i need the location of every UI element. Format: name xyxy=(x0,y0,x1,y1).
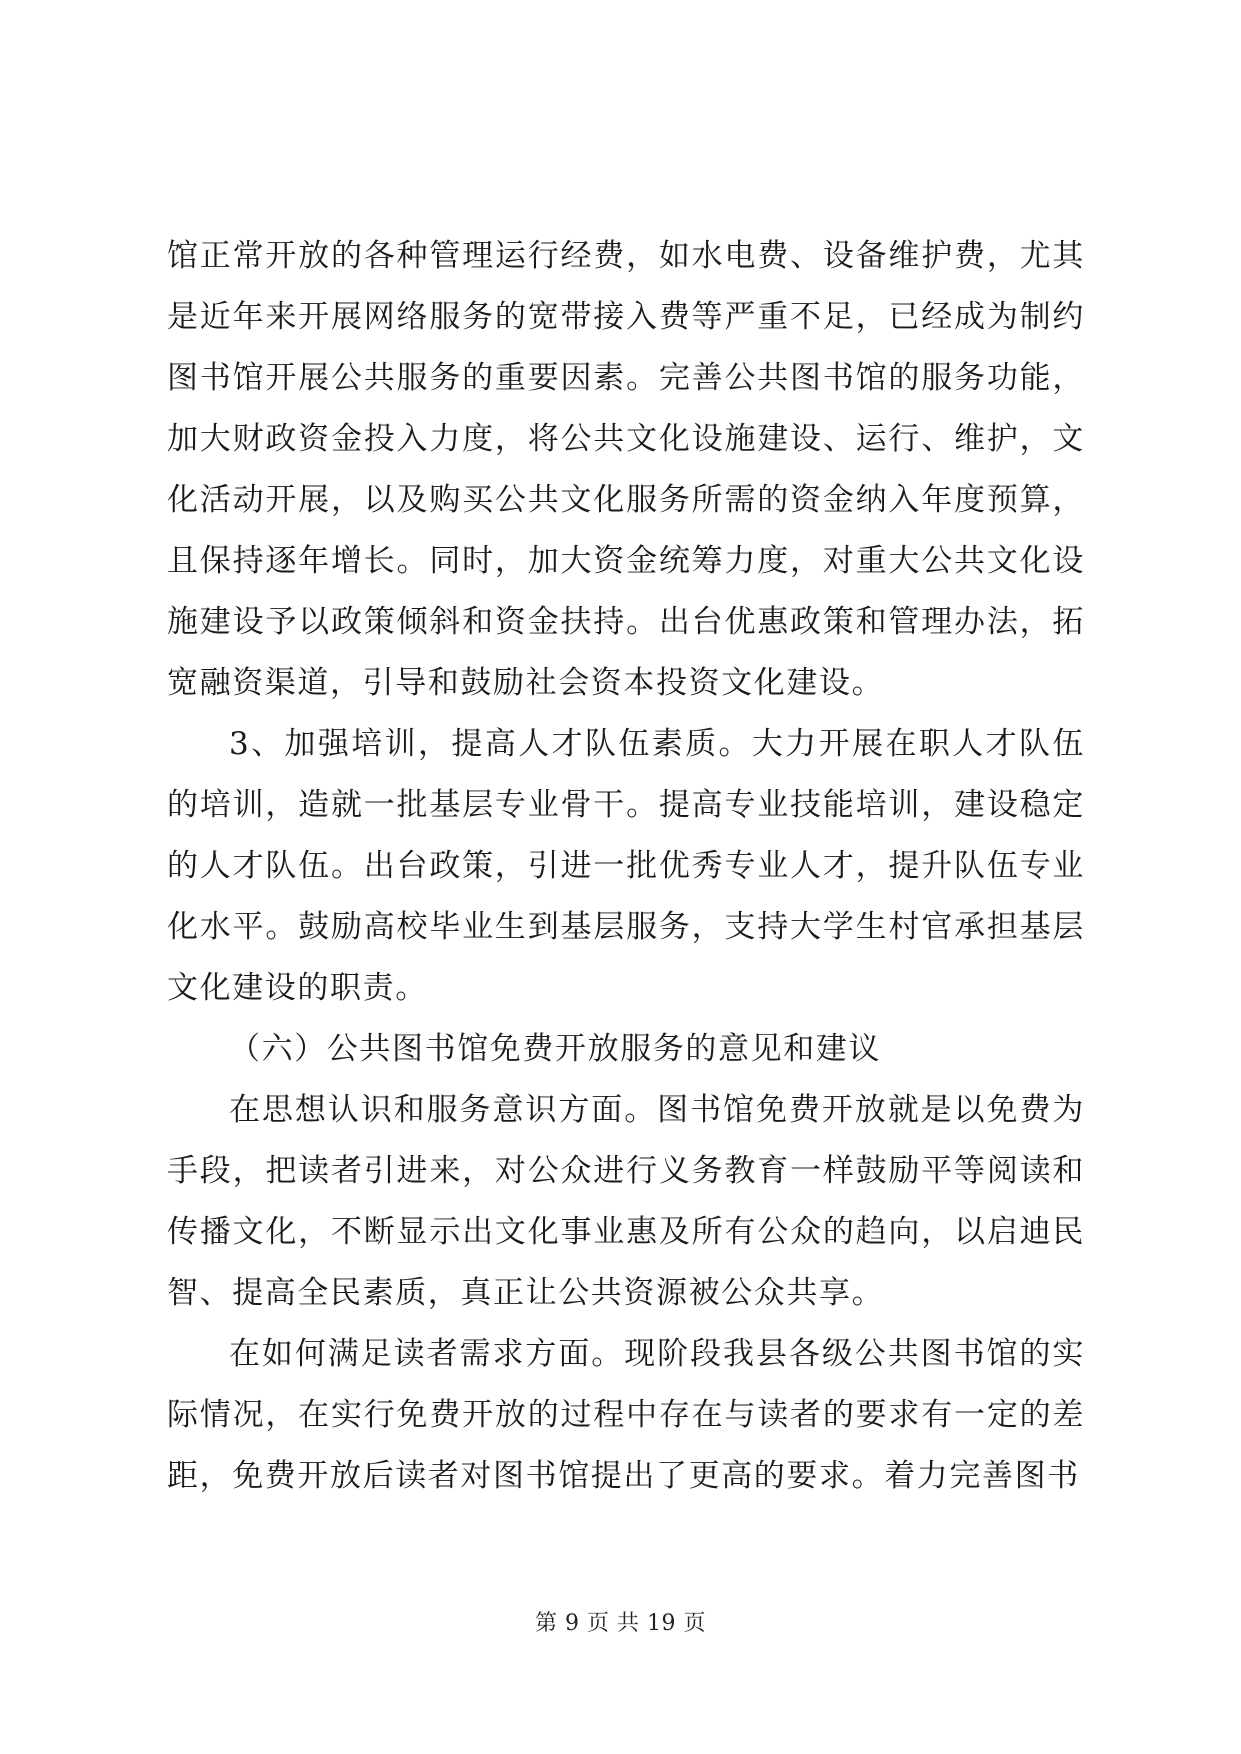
paragraph-1: 馆正常开放的各种管理运行经费，如水电费、设备维护费，尤其是近年来开展网络服务的宽带接入费等严重不足，已经成为制约图书馆开展公共服务的重要因素。完善公共图书馆的服务功能，加大财政资金投入力度，将公共文化设施建设、运行、维护，文化活动开展，以及购买公共文化服务所需的资金纳入年度预算，且保持逐年增长。同时，加大资金统筹力度，对重大公共文化设施建设予以政策倾斜和资金扶持。出台优惠政策和管理办法，拓宽融资渠道，引导和鼓励社会资本投资文化建设。 xyxy=(167,238,1085,701)
paragraph-2: 3、加强培训，提高人才队伍素质。大力开展在职人才队伍的培训，造就一批基层专业骨干。提高专业技能培训，建设稳定的人才队伍。出台政策，引进一批优秀专业人才，提升队伍专业化水平。鼓励高校毕业生到基层服务，支持大学生村官承担基层文化建设的职责。 xyxy=(167,726,1085,1006)
paragraph-5: 在如何满足读者需求方面。现阶段我县各级公共图书馆的实际情况，在实行免费开放的过程中存在与读者的要求有一定的差距，免费开放后读者对图书馆提出了更高的要求。着力完善图书 xyxy=(167,1336,1085,1494)
page-number-footer: 第 9 页 共 19 页 xyxy=(535,1611,706,1636)
document-body xyxy=(167,226,1085,1507)
paragraph-4: 在思想认识和服务意识方面。图书馆免费开放就是以免费为手段，把读者引进来，对公众进行义务教育一样鼓励平等阅读和传播文化，不断显示出文化事业惠及所有公众的趋向，以启迪民智、提高全民素质，真正让公共资源被公众共享。 xyxy=(167,1092,1085,1311)
section-heading: （六）公共图书馆免费开放服务的意见和建议 xyxy=(229,1031,881,1067)
